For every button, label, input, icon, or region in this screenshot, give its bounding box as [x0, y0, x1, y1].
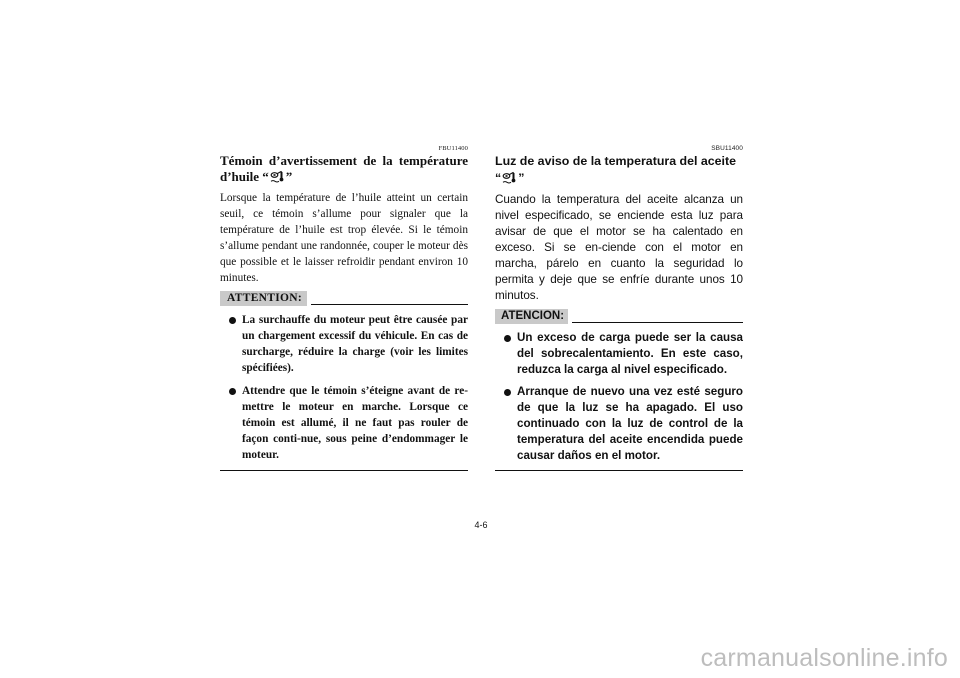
- bullet-text: Arranque de nuevo una vez esté seguro de que la luz se ha apagado. El uso continuado con la luz de control de la temperatura del aceite encendida puede causar daños en el motor.: [517, 385, 743, 462]
- body-text: Lorsque la température de l’huile atteint un certain seuil, ce témoin s’allume pour signaler que la température de l’huile est trop élevée. Si le témoin s’allume pendant une randonnée, couper le moteur dès que possible et le laisser refroidir pendant environ 10 minutes.: [220, 192, 468, 284]
- section-code: FBU11400: [438, 145, 468, 152]
- section-code: SBU11400: [711, 145, 743, 152]
- french-section: [220, 145, 468, 471]
- oil-temperature-icon: [270, 169, 285, 183]
- bullet-icon: [504, 389, 511, 396]
- list-item: [495, 384, 743, 464]
- caution-header: [220, 291, 468, 306]
- caution-header: [495, 309, 743, 324]
- caution-label: ATTENTION:: [220, 291, 307, 306]
- caution-rule: [572, 322, 743, 323]
- caution-list: [495, 330, 743, 464]
- section-heading: [495, 154, 743, 186]
- watermark-text: carmanualsonline.info: [700, 644, 948, 672]
- bullet-text: Attendre que le témoin s’éteigne avant de re-mettre le moteur en marche. Lorsque ce témoin est allumé, il ne faut pas rouler de façon conti-nue, sous peine d’endommager le moteur.: [242, 385, 468, 461]
- list-item: [220, 312, 468, 376]
- bullet-text: Un exceso de carga puede ser la causa del sobrecalentamiento. En este caso, reduzca la carga al nivel especificado.: [517, 331, 743, 376]
- bullet-icon: [229, 317, 236, 324]
- list-item: [495, 330, 743, 378]
- end-rule: [220, 470, 468, 471]
- caution-list: [220, 312, 468, 463]
- page-number: 4-6: [474, 520, 488, 530]
- bullet-text: La surchauffe du moteur peut être causée par un chargement excessif du véhicule. En cas de surcharge, réduire la charge (voir les limites spécifiées).: [242, 314, 468, 374]
- caution-label: ATENCION:: [495, 309, 568, 324]
- spanish-section: [495, 145, 743, 471]
- end-rule: [495, 470, 743, 471]
- heading-close-quote: ”: [518, 170, 525, 185]
- section-heading: [220, 153, 468, 184]
- bullet-icon: [504, 335, 511, 342]
- bullet-icon: [229, 388, 236, 395]
- heading-text: Témoin d’avertissement de la température d’huile “: [220, 153, 468, 184]
- oil-temperature-icon: [502, 170, 517, 184]
- heading-close-quote: ”: [285, 168, 293, 184]
- heading-text: Luz de aviso de la temperatura del aceite “: [495, 154, 737, 185]
- list-item: [220, 383, 468, 463]
- body-text: Cuando la temperatura del aceite alcanza un nivel especificado, se enciende esta luz para avisar de que el motor se ha calentado en exceso. Si se en-ciende con el motor en marcha, párelo en cuanto la seguridad lo permita y deje que se enfríe durante unos 10 minutos.: [495, 193, 743, 302]
- caution-rule: [311, 304, 468, 305]
